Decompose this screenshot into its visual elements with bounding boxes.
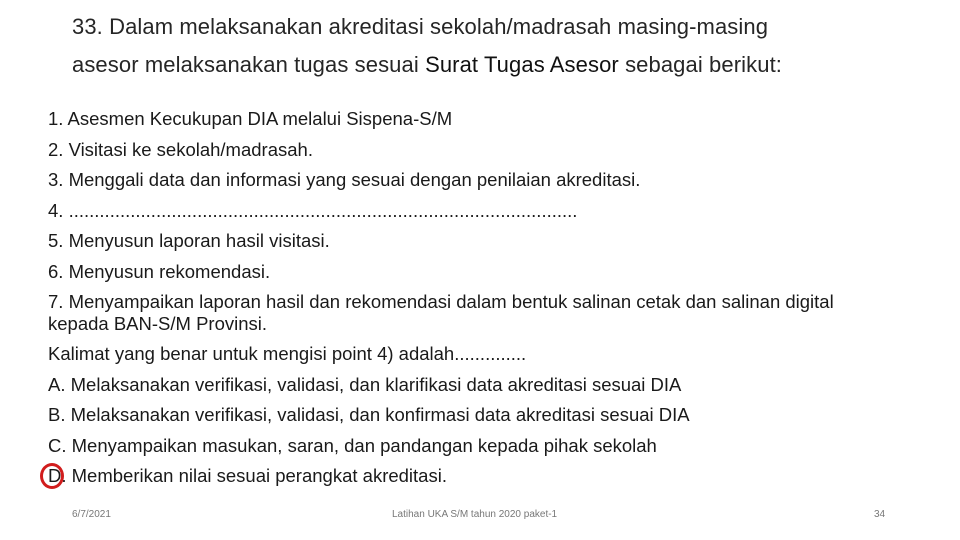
list-item-7: 7. Menyampaikan laporan hasil dan rekomendasi dalam bentuk salinan cetak dan salinan digital kepada BAN-S/M Provinsi. [48,291,834,334]
option-d: D. Memberikan nilai sesuai perangkat akreditasi. [48,465,447,486]
title-line-1: 33. Dalam melaksanakan akreditasi sekolah/madrasah masing-masing [72,14,769,39]
list-item-5: 5. Menyusun laporan hasil visitasi. [48,230,330,251]
footer-title: Latihan UKA S/M tahun 2020 paket-1 [392,509,558,520]
list-item-6: 6. Menyusun rekomendasi. [48,260,271,282]
option-c: C. Menyampaikan masukan, saran, dan pandangan kepada pihak sekolah [48,434,657,456]
list-item-3: 3. Menggali data dan informasi yang sesuai dengan penilaian akreditasi. [48,169,641,190]
answer-circle-marker [40,463,64,489]
footer-date: 6/7/2021 [72,509,111,520]
option-d-row [48,461,908,492]
title-emphasis: Surat Tugas Asesor [425,52,619,77]
list-item-4: 4. ................................................................................................... [48,199,578,221]
question-body [48,104,908,492]
list-item-1: 1. Asesmen Kecukupan DIA melalui Sispena-S/M [48,108,453,129]
question-prompt: Kalimat yang benar untuk mengisi point 4) adalah.............. [48,343,527,364]
page-number: 34 [874,509,886,520]
title-line-2 [72,46,902,84]
title-line-2-end: sebagai berikut: [618,52,782,77]
title-line-2-start: asesor melaksanakan tugas sesuai [72,52,426,77]
question-title [72,8,902,84]
option-b: B. Melaksanakan verifikasi, validasi, dan konfirmasi data akreditasi sesuai DIA [48,404,690,425]
list-item-2: 2. Visitasi ke sekolah/madrasah. [48,138,313,160]
option-a: A. Melaksanakan verifikasi, validasi, dan klarifikasi data akreditasi sesuai DIA [48,373,682,395]
